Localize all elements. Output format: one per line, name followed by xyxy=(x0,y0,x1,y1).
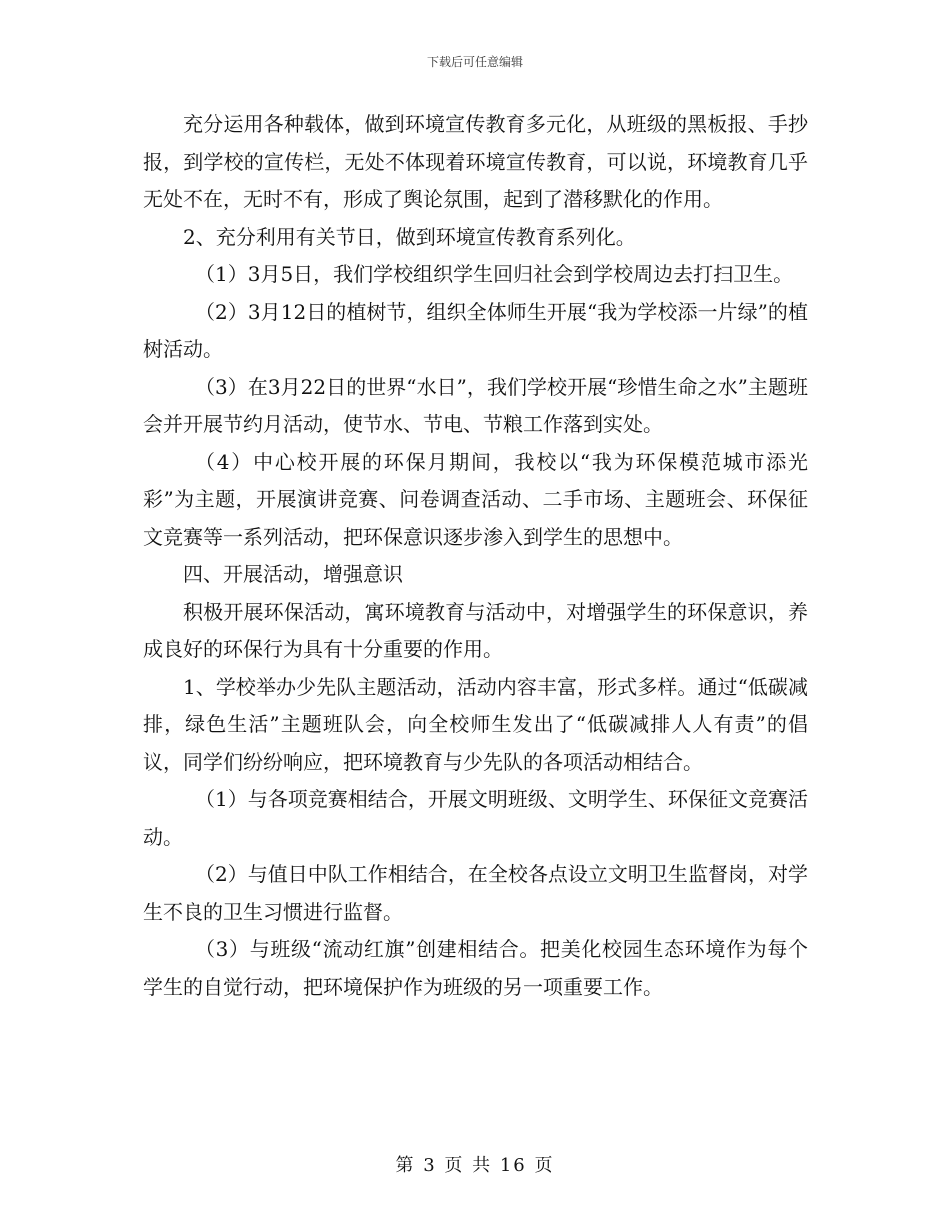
paragraph: 2、充分利用有关节日，做到环境宣传教育系列化。 xyxy=(183,224,636,249)
body-text xyxy=(143,106,808,1006)
paragraph: （4）中心校开展的环保月期间，我校以“我为环保模范城市添光彩”为主题，开展演讲竞赛、问卷调查活动、二手市场、主题班会、环保征文竞赛等一系列活动，把环保意识逐步渗入到学生的思想中。 xyxy=(143,449,808,549)
paragraph: （3）在3月22日的世界“水日”，我们学校开展“珍惜生命之水”主题班会并开展节约月活动，使节水、节电、节粮工作落到实处。 xyxy=(143,374,808,436)
paragraph: （3）与班级“流动红旗”创建相结合。把美化校园生态环境作为每个学生的自觉行动，把环境保护作为班级的另一项重要工作。 xyxy=(143,937,808,999)
paragraph: （1）与各项竞赛相结合，开展文明班级、文明学生、环保征文竞赛活动。 xyxy=(143,787,808,849)
page-number: 第 3 页 共 16 页 xyxy=(395,1155,555,1176)
paragraph: （2）与值日中队工作相结合，在全校各点设立文明卫生监督岗，对学生不良的卫生习惯进行监督。 xyxy=(143,862,808,924)
paragraph: 积极开展环保活动，寓环境教育与活动中，对增强学生的环保意识，养成良好的环保行为具有十分重要的作用。 xyxy=(143,599,808,661)
paragraph: 充分运用各种载体，做到环境宣传教育多元化，从班级的黑板报、手抄报，到学校的宣传栏，无处不体现着环境宣传教育，可以说，环境教育几乎无处不在，无时不有，形成了舆论氛围，起到了潜移默化的作用。 xyxy=(143,112,808,211)
paragraph: （1）3月5日，我们学校组织学生回归社会到学校周边去打扫卫生。 xyxy=(195,262,794,286)
paragraph: 1、学校举办少先队主题活动，活动内容丰富，形式多样。通过“低碳减排，绿色生活”主题班队会，向全校师生发出了“低碳减排人人有责”的倡议，同学们纷纷响应，把环境教育与少先队的各项活动相结合。 xyxy=(143,674,808,774)
page-header: 下载后可任意编辑 xyxy=(426,55,523,69)
section-heading: 四、开展活动，增强意识 xyxy=(183,562,403,586)
paragraph: （2）3月12日的植树节，组织全体师生开展“我为学校添一片绿”的植树活动。 xyxy=(143,299,808,361)
